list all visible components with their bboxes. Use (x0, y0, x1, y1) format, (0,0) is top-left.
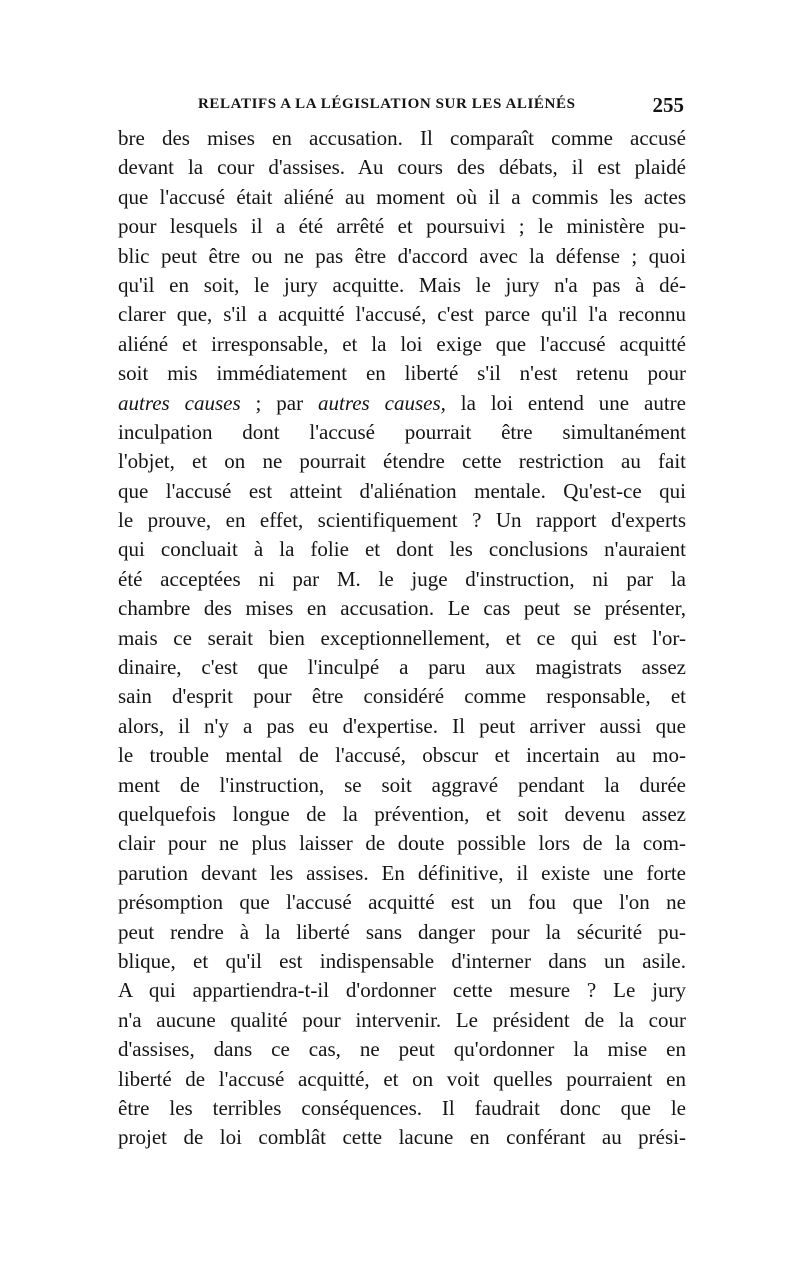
text-fragment: ; par (240, 390, 318, 415)
running-head (118, 93, 686, 122)
text-line: parution devant les assises. En définitive, il existe une forte (118, 860, 686, 885)
text-line: liberté de l'accusé acquitté, et on voit quelles pourraient en (118, 1066, 686, 1091)
text-line: quelquefois longue de la prévention, et soit devenu assez (118, 801, 686, 826)
text-line: A qui appartiendra-t-il d'ordonner cette mesure ? Le jury (118, 978, 686, 1003)
text-line: qu'il en soit, le jury acquitte. Mais le jury n'a pas à dé- (118, 272, 686, 297)
body-text (118, 124, 686, 1153)
text-line: l'objet, et on ne pourrait étendre cette restriction au fait (118, 449, 686, 474)
italic-phrase: autres causes, (318, 390, 446, 415)
text-fragment: la loi entend une autre (445, 390, 686, 415)
text-line: blic peut être ou ne pas être d'accord avec la défense ; quoi (118, 243, 686, 268)
text-line: présomption que l'accusé acquitté est un fou que l'on ne (118, 890, 686, 915)
text-line: le prouve, en effet, scientifiquement ? Un rapport d'experts (118, 508, 686, 533)
text-line: blique, et qu'il est indispensable d'interner dans un asile. (118, 948, 686, 973)
running-head-title: RELATIFS A LA LÉGISLATION SUR LES ALIÉNÉS (198, 96, 576, 112)
text-line-italic-mixed (118, 389, 686, 418)
text-line: le trouble mental de l'accusé, obscur et incertain au mo- (118, 743, 686, 768)
text-line: que l'accusé était aliéné au moment où il a commis les actes (118, 184, 686, 209)
text-line: sain d'esprit pour être considéré comme responsable, et (118, 684, 686, 709)
text-line: ment de l'instruction, se soit aggravé pendant la durée (118, 772, 686, 797)
text-line: bre des mises en accusation. Il comparaît comme accusé (118, 126, 686, 150)
text-line: n'a aucune qualité pour intervenir. Le président de la cour (118, 1007, 686, 1032)
text-line: mais ce serait bien exceptionnellement, et ce qui est l'or- (118, 625, 686, 650)
text-line: inculpation dont l'accusé pourrait être simultanément (118, 419, 686, 444)
text-line: soit mis immédiatement en liberté s'il n'est retenu pour (118, 361, 686, 386)
text-line: être les terribles conséquences. Il faudrait donc que le (118, 1095, 686, 1120)
italic-phrase: autres causes (118, 390, 241, 415)
text-line: alors, il n'y a pas eu d'expertise. Il peut arriver aussi que (118, 713, 686, 738)
text-line: chambre des mises en accusation. Le cas peut se présenter, (118, 596, 686, 621)
text-line: clarer que, s'il a acquitté l'accusé, c'est parce qu'il l'a reconnu (118, 302, 686, 327)
text-line: dinaire, c'est que l'inculpé a paru aux magistrats assez (118, 655, 686, 680)
text-line: qui concluait à la folie et dont les conclusions n'auraient (118, 537, 686, 562)
page-number: 255 (652, 93, 684, 117)
text-line: devant la cour d'assises. Au cours des débats, il est plaidé (118, 155, 686, 180)
text-line: que l'accusé est atteint d'aliénation mentale. Qu'est-ce qui (118, 478, 686, 503)
text-line: clair pour ne plus laisser de doute possible lors de la com- (118, 831, 686, 856)
text-line: projet de loi comblât cette lacune en conférant au prési- (118, 1125, 686, 1150)
text-line: aliéné et irresponsable, et la loi exige que l'accusé acquitté (118, 331, 686, 356)
text-line: peut rendre à la liberté sans danger pour la sécurité pu- (118, 919, 686, 944)
text-line: d'assises, dans ce cas, ne peut qu'ordonner la mise en (118, 1037, 686, 1062)
text-line: pour lesquels il a été arrêté et poursuivi ; le ministère pu- (118, 214, 686, 239)
text-line: été acceptées ni par M. le juge d'instruction, ni par la (118, 566, 686, 591)
